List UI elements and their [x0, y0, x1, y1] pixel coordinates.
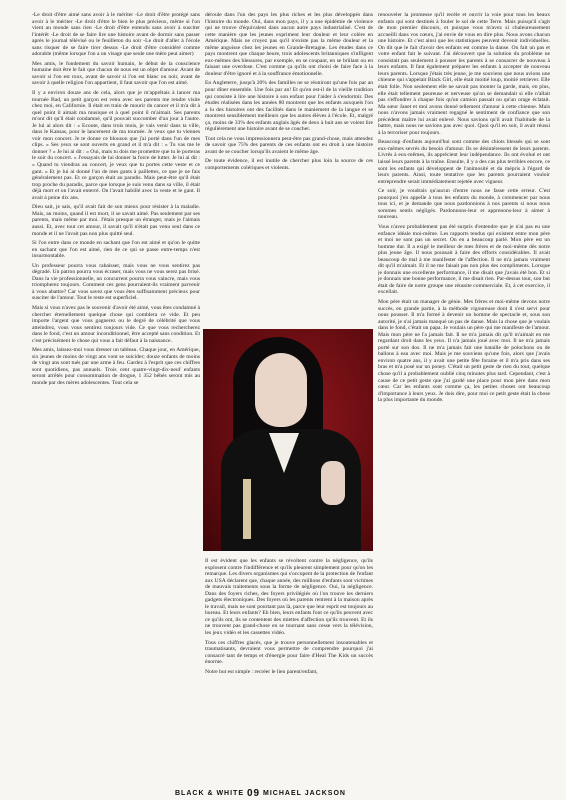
- paragraph: Il est évident que les enfants se révoltent contre la négligence, qu'ils explosent contre l'indifférence et qu'ils pleurent simplement pour qu'on les remarque. Les divers organismes qui s'occupent de la protection de l'enfant aux USA déclarent que, chaque année, des millions d'enfants sont victimes de mauvais traitements sous la forme de négligence. Oui, la négligence. Dans des foyers riches, des foyers privilégiés où l'on trouve les derniers gadgets électroniques. Des foyers où les parents rentrent à la maison après le travail, mais ne sont pourtant pas là, parce que leur esprit est toujours au bureau. Et leurs enfants? Eh bien, leurs enfants font ce qu'ils peuvent avec ce qu'ils ont, ils se contentent des miettes d'affection qu'ils trouvent. Et ils ne trouvent pas grand-chose en se tournant sans cesse vers la télévision, les jeux vidéo et les cassettes vidéo.: [205, 558, 373, 637]
- paragraph: Il y a environ douze ans de cela, alors que je m'apprêtais à lancer ma tournée Bad, un petit garçon est venu avec ses parents me rendre visite chez moi, en Californie. Il était en train de mourir du cancer et il m'a dit à quel point il aimait ma musique et à quel point il m'aimait. Ses parents m'ont dit qu'il était condamné, qu'il pouvait succomber d'un jour à l'autre. Je lui ai alors dit : « Ecoute, dans trois mois, je vais venir dans ta ville, dans le Kansas, pour le lancement de ma tournée. Je veux que tu viennes voir mon concert. Je te donne ce blouson que j'ai porté dans l'un de mes clips. » Ses yeux se sont ouverts en grand et il m'a dit : « Tu vas me le donner ? » Je lui ai dit : « Oui, mais tu dois me promettre que tu le porteras le soir du concert. » J'essayais de lui donner la force de lutter. Je lui ai dit : « Quand tu viendras au concert, je veux que tu portes cette veste et ce gant. » Et je lui ai donné l'un de mes gants à paillettes, ce que je ne fais généralement pas. Et ce garçon était au paradis. Mais peut-être qu'il était trop proche du paradis, parce que lorsque je suis venu dans sa ville, il était déjà mort et on l'avait enterré. On l'avait habillé avec la veste et le gant. Il avait à peine dix ans.: [32, 90, 200, 201]
- footer-subject: MICHAEL JACKSON: [263, 790, 346, 797]
- magazine-name: BLACK & WHITE: [175, 790, 244, 797]
- photo-face: [255, 353, 307, 427]
- paragraph: Mes amis, laissez-moi vous dresser un tableau. Chaque jour, en Amérique, six jeunes de moins de vingt ans vont se suicider; douze enfants de moins de vingt ans sont tués par une arme à feu. Gardez à l'esprit que ces chiffres sont quotidiens, pas annuels. Trois cent quatre-vingt-dix-neuf enfants seront arrêtés pour consommation de drogue, 1 352 bébés seront mis au monde par des mères adolescentes. Tout cela se: [32, 347, 200, 386]
- paragraph: Notre but est simple : recréer le lien parent/enfant,: [205, 668, 318, 675]
- photo-jacket-trim: [243, 479, 251, 539]
- paragraph: Dieu sait, je sais, qu'il avait fait de son mieux pour résister à la maladie. Mais, au moins, quand il est mort, il se savait aimé. Pas seulement par ses parents, mais même par moi. J'étais presque un étranger, mais je l'aimais aussi. Et, avec tout cet amour, il savait qu'il n'était pas venu seul dans ce monde et il ne l'avait pas non plus quitté seul.: [32, 204, 200, 237]
- paragraph: De toute évidence, il est inutile de chercher plus loin la source de ces comportements colériques et violents.: [205, 158, 373, 172]
- paragraph: Mais si vous n'avez pas le souvenir d'avoir été aimé, vous êtes condamné à chercher éternellement quelque chose qui comblera ce vide. Et peu importe l'argent que vous gagnerez ou le degré de célébrité que vous atteindrez, vous vous sentirez toujours vide. Ce que vous rechercherez dans le fond, c'est un amour inconditionnel, être accepté sans condition. Et c'est précisément le chose qui vous a fait défaut à la naissance.: [32, 304, 200, 344]
- paragraph: déroule dans l'un des pays les plus riches et les plus développés dans l'histoire du monde. Oui, dans mon pays, il y a une épidémie de violence qui ne trouve d'équivalent dans aucun autre pays industrialisé. C'est de cette manière que les jeunes expriment leur douleur et leur colère en Amérique. Mais ne croyez pas qu'il n'existe pas la même douleur et la même angoisse chez les jeunes en Grande-Bretagne. Les études dans ce pays montrent que chaque heure, trois adolescents britanniques s'infligent eux-mêmes des blessures, par exemple, en se coupant, en se brûlant ou en faisant une overdose. C'est comme ça qu'ils ont choisi de faire face à la douleur d'être ignoré et à la souffrance émotionnelle.: [205, 12, 373, 77]
- paragraph: Tous ces chiffres glacés, que je trouve personnellement insoutenables et traumatisants, devraient vous permettre de comprendre pourquoi j'ai consacré tant de temps et d'énergie pour faire d'Heal The Kids un succès énorme.: [205, 639, 373, 666]
- paragraph: Si l'on entre dans ce monde en sachant que l'on est aimé et qu'on le quitte en sachant que l'on est aimé, rien de ce qui se passe entre-temps n'est insurmontable.: [32, 240, 200, 260]
- paragraph: renouveler la promesse qu'il recèle et ouvrir la voie pour tous les beaux enfants qui sont destinés à fouler le sol de cette Terre. Mais puisqu'il s'agit de mon premier discours, et puisque vous m'avez si chaleureusement accueilli dans vos cœurs, j'ai envie de vous en dire plus. Nous avons chacun une histoire. Et c'est ainsi que les statistiques peuvent devenir individuelles. On dit que le fait d'avoir des enfants est comme la danse. On fait un pas et votre enfant fait le suivant. J'ai découvert que la solution du problème ne consistait pas seulement à pousser les parents à se consacrer de nouveau à leurs enfants. Il faut également préparer les enfants à accepter de nouveau leurs parents. Lorsque j'étais très jeune, je me souviens que nous avions une chienne qui s'appelait Black Girl, elle était moitié loup, moitié retriever. Elle était folle. Non seulement elle ne savait pas monter la garde, mais, en plus, elle était tellement peureuse et nerveuse qu'on se demandait si elle n'allait pas s'effondrer à chaque fois qu'un camion passait ou qu'un orage éclatait. Ma sœur Janet et moi avons donné tellement d'amour à cette chienne. Mais nous n'avons jamais vraiment regagné le sentiment de confiance que son précédent maître lui avait enlevé. Nous savions qu'il avait l'habitude de la battre, mais nous ne savions pas avec quoi. Quoi qu'il en soit, il avait réussi à la terroriser pour toujours.: [378, 12, 550, 136]
- paragraph: Tout cela ne vous impressionnera peut-être pas grand-chose, mais attendez de savoir que 75% des parents de ces enfants ont eu droit à une histoire avant de se coucher lorsqu'ils avaient le même âge.: [205, 135, 373, 155]
- paragraph: -Le droit d'être aimé sans avoir à le mériter -Le droit d'être protégé sans avoir à le mériter -Le droit d'être le bien le plus précieux, même si l'on vient au monde sans rien -Le droit d'être entendu sans avoir à susciter l'intérêt -Le droit de se faire lire une histoire avant de dormir sans passer après le journal télévisé ou le feuilleton du soir -Le droit d'aller à l'école sans risquer de se faire tirer dessus -Le droit d'être considéré comme adorable (même lorsque l'on a un visage que seule une mère peut aimer): [32, 12, 200, 58]
- paragraph: Mon père était un manager de génie. Mes frères et moi-même devons notre succès, en grande partie, à la méthode vigoureuse dont il s'est servi pour nous pousser. Il m'a formé à devenir un homme de spectacle et, sous son autorité, je n'ai jamais manqué un pas de danse. Mais la chose que je voulais dans le fond, c'était un papa. Je voulais un père qui me manifeste de l'amour. Mais mon père ne l'a jamais fait. Il ne m'a jamais dit qu'il m'aimait en me regardant droit dans les yeux. Il n'a jamais joué avec moi. Il ne m'a jamais porté sur son dos. Il ne m'a jamais fait une bataille de polochons ou de ballons à eau avec moi. Mais je me souviens qu'une fois, alors que j'avais environ quatre ans, il y avait une petite fête foraine et il m'a pris dans ses bras et m'a posé sur un poney. C'était un petit geste de rien du tout, quelque chose qu'il a probablement oublié cinq minutes plus tard. Cependant, c'est à cause de ce petit geste que j'ai gardé une place pour mon père dans mon cœur. Car les enfants sont comme ça, les petites choses ont beaucoup d'importance à leurs yeux. Je dois dire, pour moi ce petit geste était la chose la plus importante du monde.: [378, 298, 550, 404]
- page-footer: [175, 787, 405, 797]
- text-column-2-top: [205, 12, 373, 330]
- text-column-3: [378, 12, 550, 784]
- photo-peace-sign-hand: [321, 461, 345, 505]
- paragraph: Un professeur pourra vous rabaisser, mais vous ne vous sentirez pas dégradé. Un patron pourra vous écraser, mais vous ne vous serez pas brisé. Dans la vie professionnelle, un concurrent pourra vous vaincre, mais vous triompherez toujours. Comment ces gens pourraient-ils vraiment parvenir à vous abattre? Car vous savez que vous êtes suffisamment précieux pour susciter de l'amour. Tout le reste est superficiel.: [32, 262, 200, 302]
- paragraph: Ce soir, je voudrais qu'aucun d'entre nous ne fasse cette erreur. C'est pourquoi j'en appelle à tous les enfants du monde, à commencer par nous tous ici, et je demande que nous pardonnions à nos parents si nous nous sommes sentis négligés. Pardonnons-leur et apprenons-leur à aimer à nouveau.: [378, 188, 550, 221]
- text-column-1: [32, 12, 200, 784]
- page-number: 09: [246, 788, 261, 799]
- paragraph: Mes amis, le fondement du savoir humain, le début de la conscience humaine doit être le fait que chacun de nous est un objet d'amour. Avant de savoir si l'on est roux, avant de savoir si l'on est blanc ou noir, avant de savoir à quelle religion l'on appartient, il faut savoir que l'on est aimé.: [32, 60, 200, 87]
- paragraph: En Angleterre, jusqu'à 20% des familles ne se réuniront qu'une fois par an pour dîner ensemble. Une fois par an! Et qu'en est-il de la vieille tradition qui consiste à lire une histoire à son enfant pour l'aider à s'endormir. Des études réalisées dans les années 80 montrent que les enfants auxquels l'on a lu des histoires ont des facilités dans le maniement de la langue et se montrent sensiblement meilleurs que les autres élèves à l'école. Et, malgré ça, moins de 33% des enfants anglais âgés de deux à huit ans se voient lire régulièrement une histoire avant de se coucher.: [205, 80, 373, 133]
- text-column-2-bottom: [205, 558, 373, 784]
- paragraph: Vous n'avez probablement pas été surpris d'entendre que je n'ai pas eu une enfance idéale moi-même. Les rapports tendus qui existent entre mon père et moi ne sont pas un secret. On en a beaucoup parlé. Mon père est un homme dur. Il a exigé le meilleur de mes frères et de moi-même dès notre plus jeune âge. Il nous poussait à faire des efforts considérables. Il avait beaucoup de mal à me manifester de l'affection. Il ne m'a jamais vraiment dit qu'il m'aimait. Et il ne me faisait pas non plus des compliments. Lorsque je donnais une excellente performance, il me disait que j'avais été bon. Et si je donnais une bonne performance, il me disait rien. Par-dessus tout, son but était de faire de notre groupe une réussite commerciale. Et, à cet exercice, il excellait.: [378, 223, 550, 296]
- portrait-photo: [203, 329, 373, 551]
- paragraph: Beaucoup d'enfants aujourd'hui sont comme des chiots blessés qui se sont eux-mêmes sevrés du besoin d'amour. Ils se désintéressent de leurs parents. Livrés à eux-mêmes, ils apprécient leur indépendance. Ils ont évolué et ont laissé leurs parents à la traîne. Ensuite, il y a des cas plus terribles encore, ce sont les enfants qui développent de l'animosité et du mépris à l'égard de leurs parents. Ainsi, toute tentative que les parents pourraient vouloir entreprendre serait immédiatement rejetée avec vigueur.: [378, 139, 550, 185]
